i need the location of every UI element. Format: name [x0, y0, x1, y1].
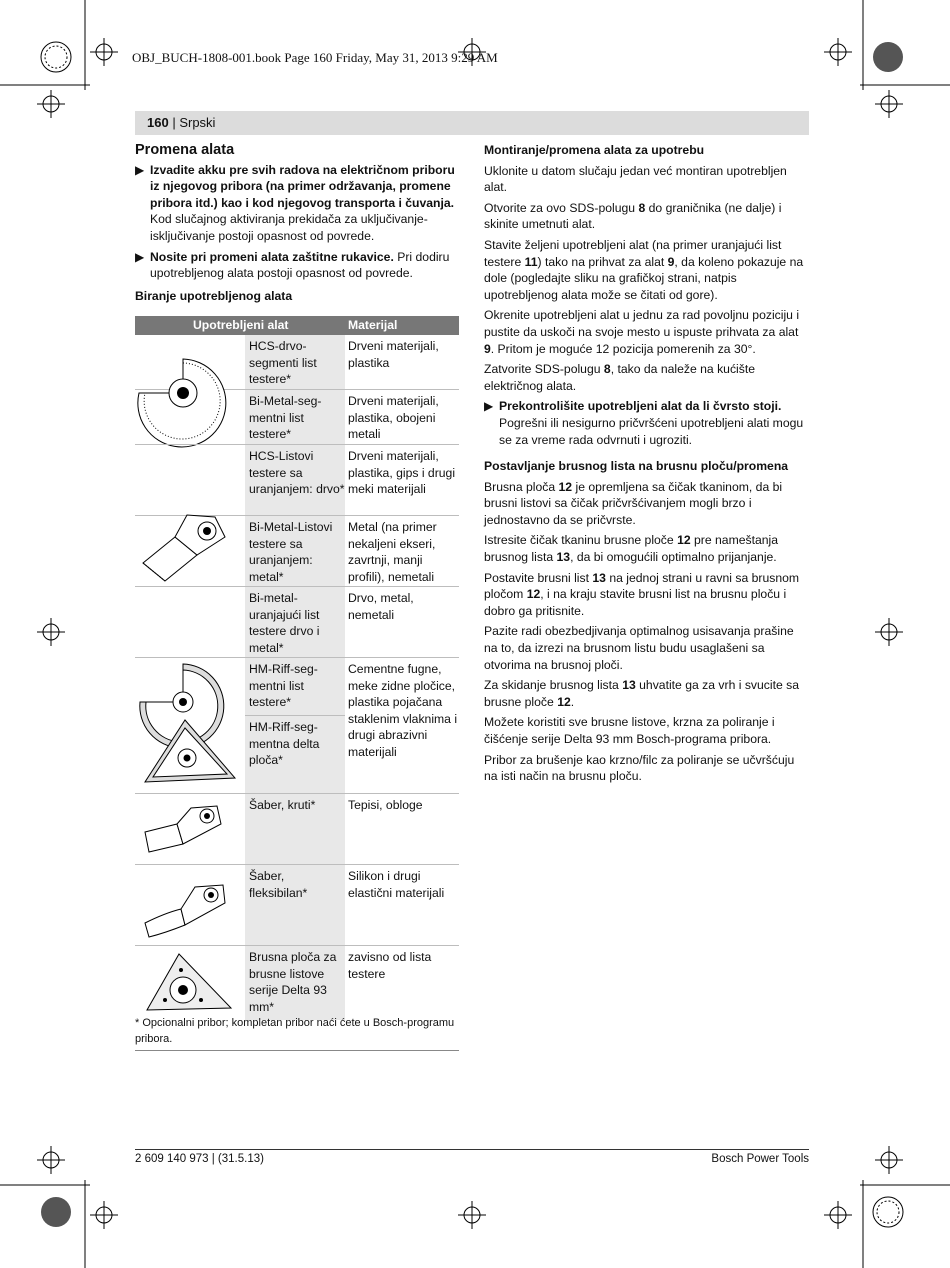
table-header — [135, 316, 459, 335]
header-tool: Upotrebljeni alat — [193, 318, 289, 332]
tool-table — [135, 316, 459, 1020]
left-column — [135, 142, 459, 308]
table-footnote: * Opcionalni pribor; kompletan pribor naći ćete u Bosch-programu pribora. — [135, 1016, 459, 1051]
tool-name: Bi-metal-uranjajući list testere drvo i metal* — [245, 587, 345, 657]
warning-bold: Izvadite akku pre svih radova na električnom priboru iz njegovog pribora (na primer održavanja, promene pribora itd.) kao i kod njegovog transporta i čuvanja. — [150, 162, 455, 210]
tool-material: Silikon i drugi elastični materijali — [348, 869, 445, 900]
bullet-triangle-icon: ▶ — [484, 399, 494, 414]
tool-name: Bi-Metal-seg-mentni list testere* — [245, 390, 345, 444]
page-header: 160 | Srpski — [135, 111, 809, 135]
page-number: 160 — [147, 115, 169, 130]
paragraph: Istresite čičak tkaninu brusne ploče 12 pre nameštanja brusnog lista 13, da bi omogućili optimalno prijanjanje. — [484, 533, 779, 565]
tool-name: Bi-Metal-Listovi testere sa uranjanjem: metal* — [245, 516, 345, 586]
section-title: Promena alata — [135, 142, 235, 158]
table-row — [135, 390, 459, 445]
tool-name: HM-Riff-seg-mentna delta ploča* — [245, 716, 345, 793]
tool-material: Tepisi, obloge — [348, 798, 423, 812]
brand-footer: Bosch Power Tools — [711, 1153, 809, 1165]
table-row — [135, 516, 459, 587]
footer-rule — [135, 1149, 809, 1150]
bullet-triangle-icon: ▶ — [135, 162, 145, 177]
tool-material: Drveni materijali, plastika, gips i drugi meki materijali — [348, 449, 456, 497]
bullet-triangle-icon: ▶ — [135, 249, 145, 264]
section-heading-sanding: Postavljanje brusnog lista na brusnu ploču/promena — [484, 459, 789, 474]
paragraph: Otvorite za ovo SDS-polugu 8 do graničnika (ne dalje) i skinite umetnuti alat. — [484, 200, 782, 232]
tool-name: Brusna ploča za brusne listove serije Delta 93 mm* — [245, 946, 345, 1020]
paragraph: Za skidanje brusnog lista 13 uhvatite ga za vrh i svucite sa brusne ploče 12. — [484, 678, 800, 709]
tool-material: Metal (na primer nekaljeni ekseri, zavrtnji, manji profili), nemetali — [348, 520, 437, 584]
rigid-scraper-icon — [135, 794, 245, 864]
warning-bullet-2 — [135, 249, 459, 282]
header-material: Materijal — [348, 318, 398, 332]
tool-name: HCS-drvo-segmenti list testere* — [245, 335, 345, 389]
tool-material: zavisno od lista testere — [348, 950, 432, 981]
tool-material: Cementne fugne, meke zidne pločice, plastika pojačana staklenim vlaknima i drugi abrazivni materijali — [348, 662, 458, 759]
warning-text: Pogrešni ili nesigurno pričvršćeni upotrebljeni alati mogu se za vreme rada odvrnuti i ugroziti. — [499, 415, 804, 447]
page-language: Srpski — [179, 115, 216, 130]
table-row — [135, 587, 459, 658]
book-info-line: OBJ_BUCH-1808-001.book Page 160 Friday, May 31, 2013 9:29 AM — [132, 50, 498, 65]
table-row — [135, 865, 459, 946]
tool-material: Drveni materijali, plastika, obojeni metali — [348, 394, 439, 442]
warning-text: Kod slučajnog aktiviranja prekidača za uključivanje-isključivanje postoji opasnost od povrede. — [150, 212, 428, 243]
paragraph: Možete koristiti sve brusne listove, krzna za poliranje i čišćenje serije Delta 93 mm Bosch-programa pribora. — [484, 715, 775, 746]
paragraph: Postavite brusni list 13 na jednoj strani u ravni sa brusnom pločom 12, i na kraju stavite brusni list na brusnu ploču i dobro ga pritisnite. — [484, 570, 800, 618]
paragraph: Uklonite u datom slučaju jedan već montiran upotrebljen alat. — [484, 163, 787, 195]
warning-bullet-1 — [135, 162, 459, 245]
table-row — [135, 445, 459, 516]
warning-bold: Prekontrolišite upotrebljeni alat da li čvrsto stoji. — [499, 399, 782, 414]
warning-bold: Nosite pri promeni alata zaštitne rukavice. — [150, 249, 394, 264]
flexible-scraper-icon — [135, 865, 245, 945]
section-heading-mount: Montiranje/promena alata za upotrebu — [484, 143, 705, 157]
tool-name: HM-Riff-seg-mentni list testere* — [245, 658, 345, 716]
paragraph: Brusna ploča 12 je opremljena sa čičak tkaninom, da bi brusni listovi sa čičak pričvršćivanjem mogli brzo i jednostavno da se pričvrste. — [484, 479, 783, 527]
paragraph: Zatvorite SDS-polugu 8, tako da naleže na kućište električnog alata. — [484, 362, 755, 393]
table-row — [135, 335, 459, 390]
table-row — [135, 794, 459, 865]
paragraph: Stavite željeni upotrebljeni alat (na primer uranjajući list testere 11) tako na prihvat za alat 9, da koleno pokazuje na dole (pogledajte sliku na grafičkoj strani, natpis upotrebljenog alata može se čitati od gore). — [484, 237, 804, 302]
tool-material: Drveni materijali, plastika — [348, 339, 439, 370]
right-column — [484, 142, 810, 789]
warning-text: Pri dodiru upotrebljenog alata postoji opasnost od povrede. — [150, 249, 450, 281]
paragraph: Pribor za brušenje kao krzno/filc za poliranje se učvršćuju na isti način na brusnu ploču. — [484, 752, 795, 784]
document-code: 2 609 140 973 | (31.5.13) — [135, 1153, 264, 1165]
table-row — [135, 946, 459, 1020]
paragraph: Okrenite upotrebljeni alat u jednu za rad povoljnu poziciju i pustite da uskoči na svoje mesto u ispuste prihvata za alat 9. Pritom je moguće 12 pozicija pomerenih za 30°. — [484, 308, 800, 356]
subsection-title: Biranje upotrebljenog alata — [135, 288, 293, 303]
warning-bullet-3 — [484, 398, 810, 448]
tool-material: Drvo, metal, nemetali — [348, 591, 414, 622]
delta-sanding-plate-icon — [135, 946, 245, 1020]
tool-name: HCS-Listovi testere sa uranjanjem: drvo* — [245, 445, 345, 515]
table-row — [135, 658, 459, 794]
paragraph: Pazite radi obezbedjivanja optimalnog usisavanja prašine na to, da izrezi na brusnom listu budu usaglašeni sa otvorima na brusnoj ploči. — [484, 624, 794, 672]
tool-name: Šaber, kruti* — [245, 794, 345, 864]
carbide-blade-icon — [135, 658, 245, 793]
tool-name: Šaber, fleksibilan* — [245, 865, 345, 945]
